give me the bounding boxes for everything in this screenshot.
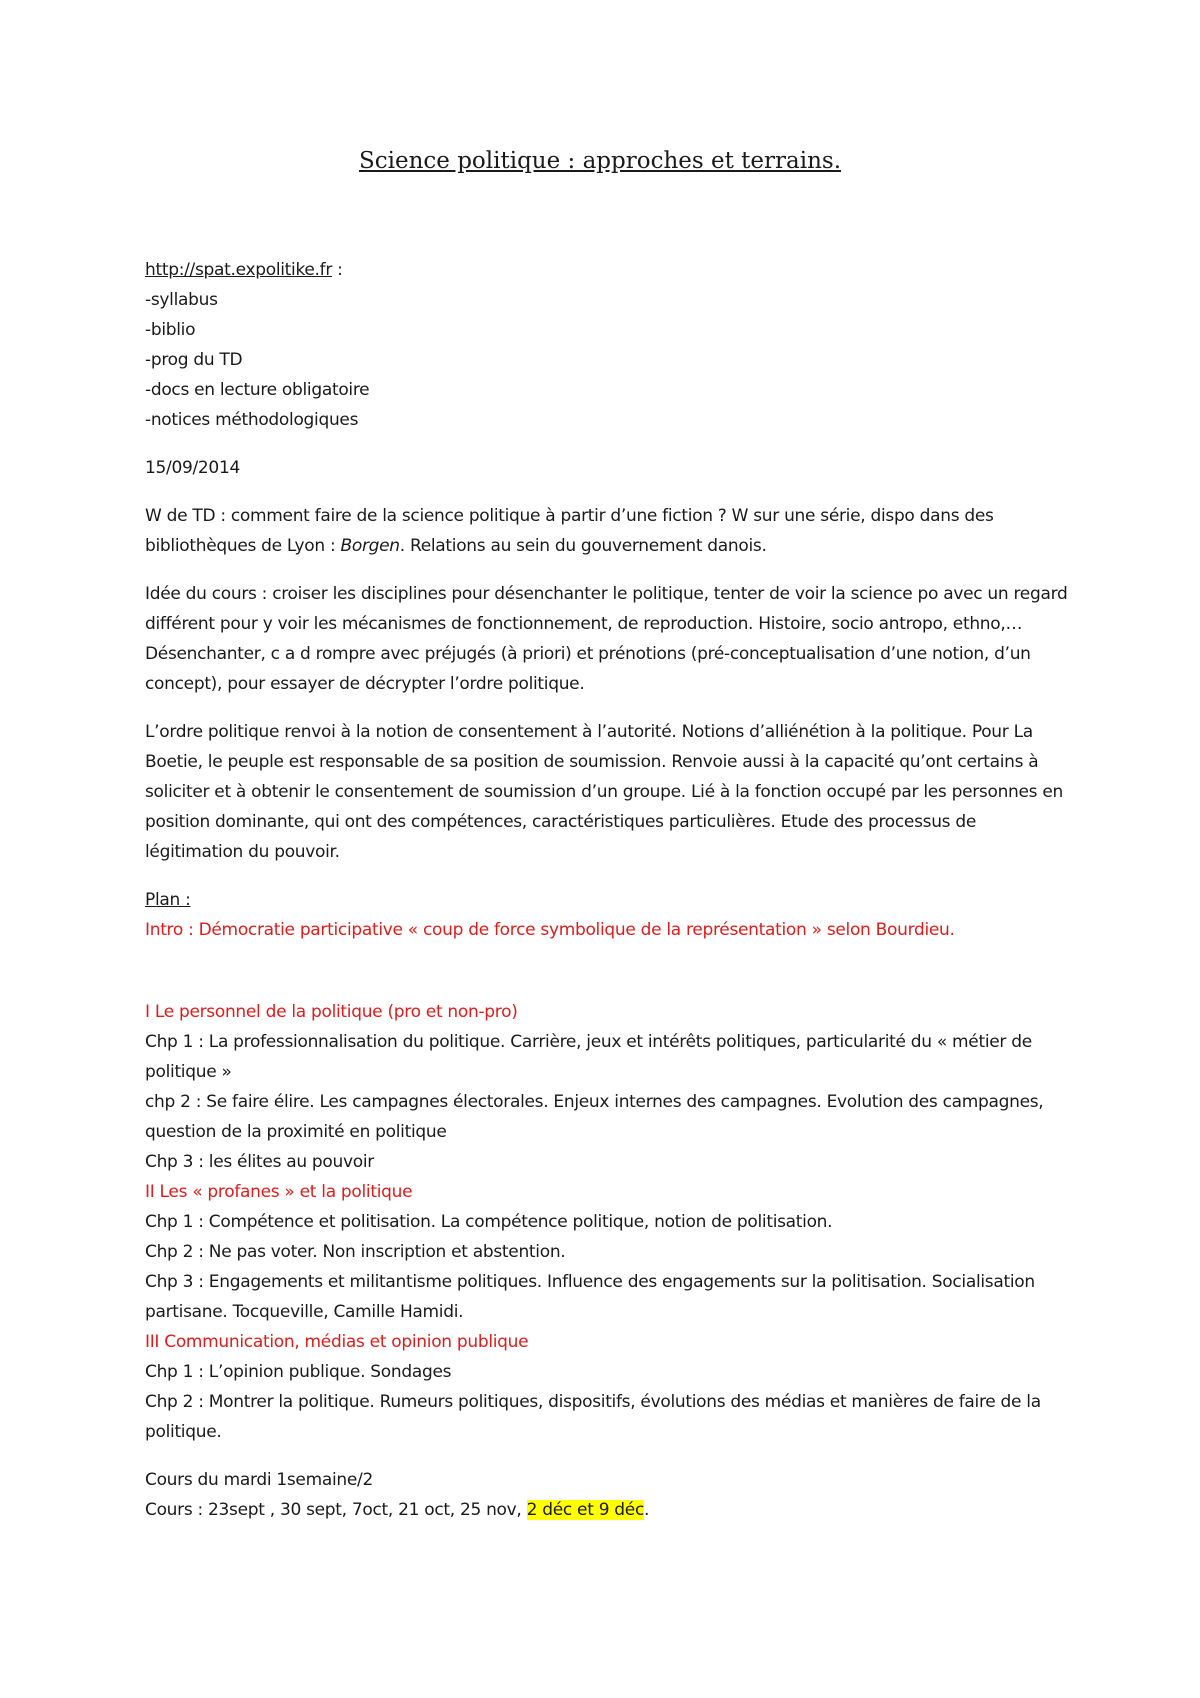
resource-item: -notices méthodologiques <box>145 410 359 430</box>
document-body <box>145 255 1075 1525</box>
schedule-dates <box>145 1495 1075 1525</box>
schedule-dates-text: Cours : 23sept , 30 sept, 7oct, 21 oct, 25 nov, <box>145 1500 527 1520</box>
political-order-paragraph: L’ordre politique renvoi à la notion de consentement à l’autorité. Notions d’alliénétion à la politique. Pour La Boetie, le peuple est responsable de sa position de soumission. Renvoie aussi à la capacité qu’ont certains à soliciter et à obtenir le consentement de soumission d’un groupe. Lié à la fonction occupé par les personnes en position dominante, qui ont des compétences, caractéristiques particulières. Etude des processus de légitimation du pouvoir. <box>145 722 1063 862</box>
highlighted-dates: 2 déc et 9 déc <box>526 1500 645 1520</box>
resource-item: -prog du TD <box>145 350 243 370</box>
part-heading: I Le personnel de la politique (pro et non-pro) <box>145 1002 518 1022</box>
plan-label: Plan : <box>145 890 191 910</box>
td-text: W de TD : comment faire de la science politique à partir d’une fiction ? W sur une série, dispo dans des bibliothèques de Lyon : <box>145 506 994 556</box>
part-heading: II Les « profanes » et la politique <box>145 1182 413 1202</box>
chapter-line: Chp 1 : L’opinion publique. Sondages <box>145 1362 452 1382</box>
resource-item: -docs en lecture obligatoire <box>145 380 370 400</box>
website-colon: : <box>332 260 343 280</box>
schedule-dates-end: . <box>644 1500 650 1520</box>
chapter-line: Chp 1 : Compétence et politisation. La compétence politique, notion de politisation. <box>145 1212 833 1232</box>
disenchant-paragraph: Désenchanter, c a d rompre avec préjugés (à priori) et prénotions (pré-conceptualisation d’une notion, d’un concept), pour essayer de décrypter l’ordre politique. <box>145 644 1031 694</box>
chapter-line: Chp 3 : Engagements et militantisme politiques. Influence des engagements sur la politisation. Socialisation partisane. Tocqueville, Camille Hamidi. <box>145 1272 1035 1322</box>
website-link[interactable]: http://spat.expolitike.fr <box>145 260 333 280</box>
date: 15/09/2014 <box>145 458 240 478</box>
schedule-line: Cours du mardi 1semaine/2 <box>145 1470 373 1490</box>
resource-item: -syllabus <box>145 290 218 310</box>
td-paragraph <box>145 501 1075 561</box>
part-heading: III Communication, médias et opinion publique <box>145 1332 529 1352</box>
series-title: Borgen <box>340 536 400 556</box>
chapter-line: Chp 2 : Ne pas voter. Non inscription et abstention. <box>145 1242 566 1262</box>
plan-intro: Intro : Démocratie participative « coup de force symbolique de la représentation » selon Bourdieu. <box>145 920 955 940</box>
chapter-line: Chp 1 : La professionnalisation du politique. Carrière, jeux et intérêts politiques, particularité du « métier de politique » <box>145 1032 1032 1082</box>
document-title: Science politique : approches et terrains. <box>358 148 842 174</box>
chapter-line: Chp 3 : les élites au pouvoir <box>145 1152 374 1172</box>
chapter-line: chp 2 : Se faire élire. Les campagnes électorales. Enjeux internes des campagnes. Evolution des campagnes, question de la proximité en politique <box>145 1092 1044 1142</box>
course-idea-paragraph: Idée du cours : croiser les disciplines pour désenchanter le politique, tenter de voir la science po avec un regard différent pour y voir les mécanismes de fonctionnement, de reproduction. Histoire, socio antropo, ethno,… <box>145 584 1068 634</box>
td-text-end: . Relations au sein du gouvernement danois. <box>399 536 767 556</box>
resource-item: -biblio <box>145 320 196 340</box>
website-line <box>145 255 1075 285</box>
chapter-line: Chp 2 : Montrer la politique. Rumeurs politiques, dispositifs, évolutions des médias et manières de faire de la politique. <box>145 1392 1041 1442</box>
